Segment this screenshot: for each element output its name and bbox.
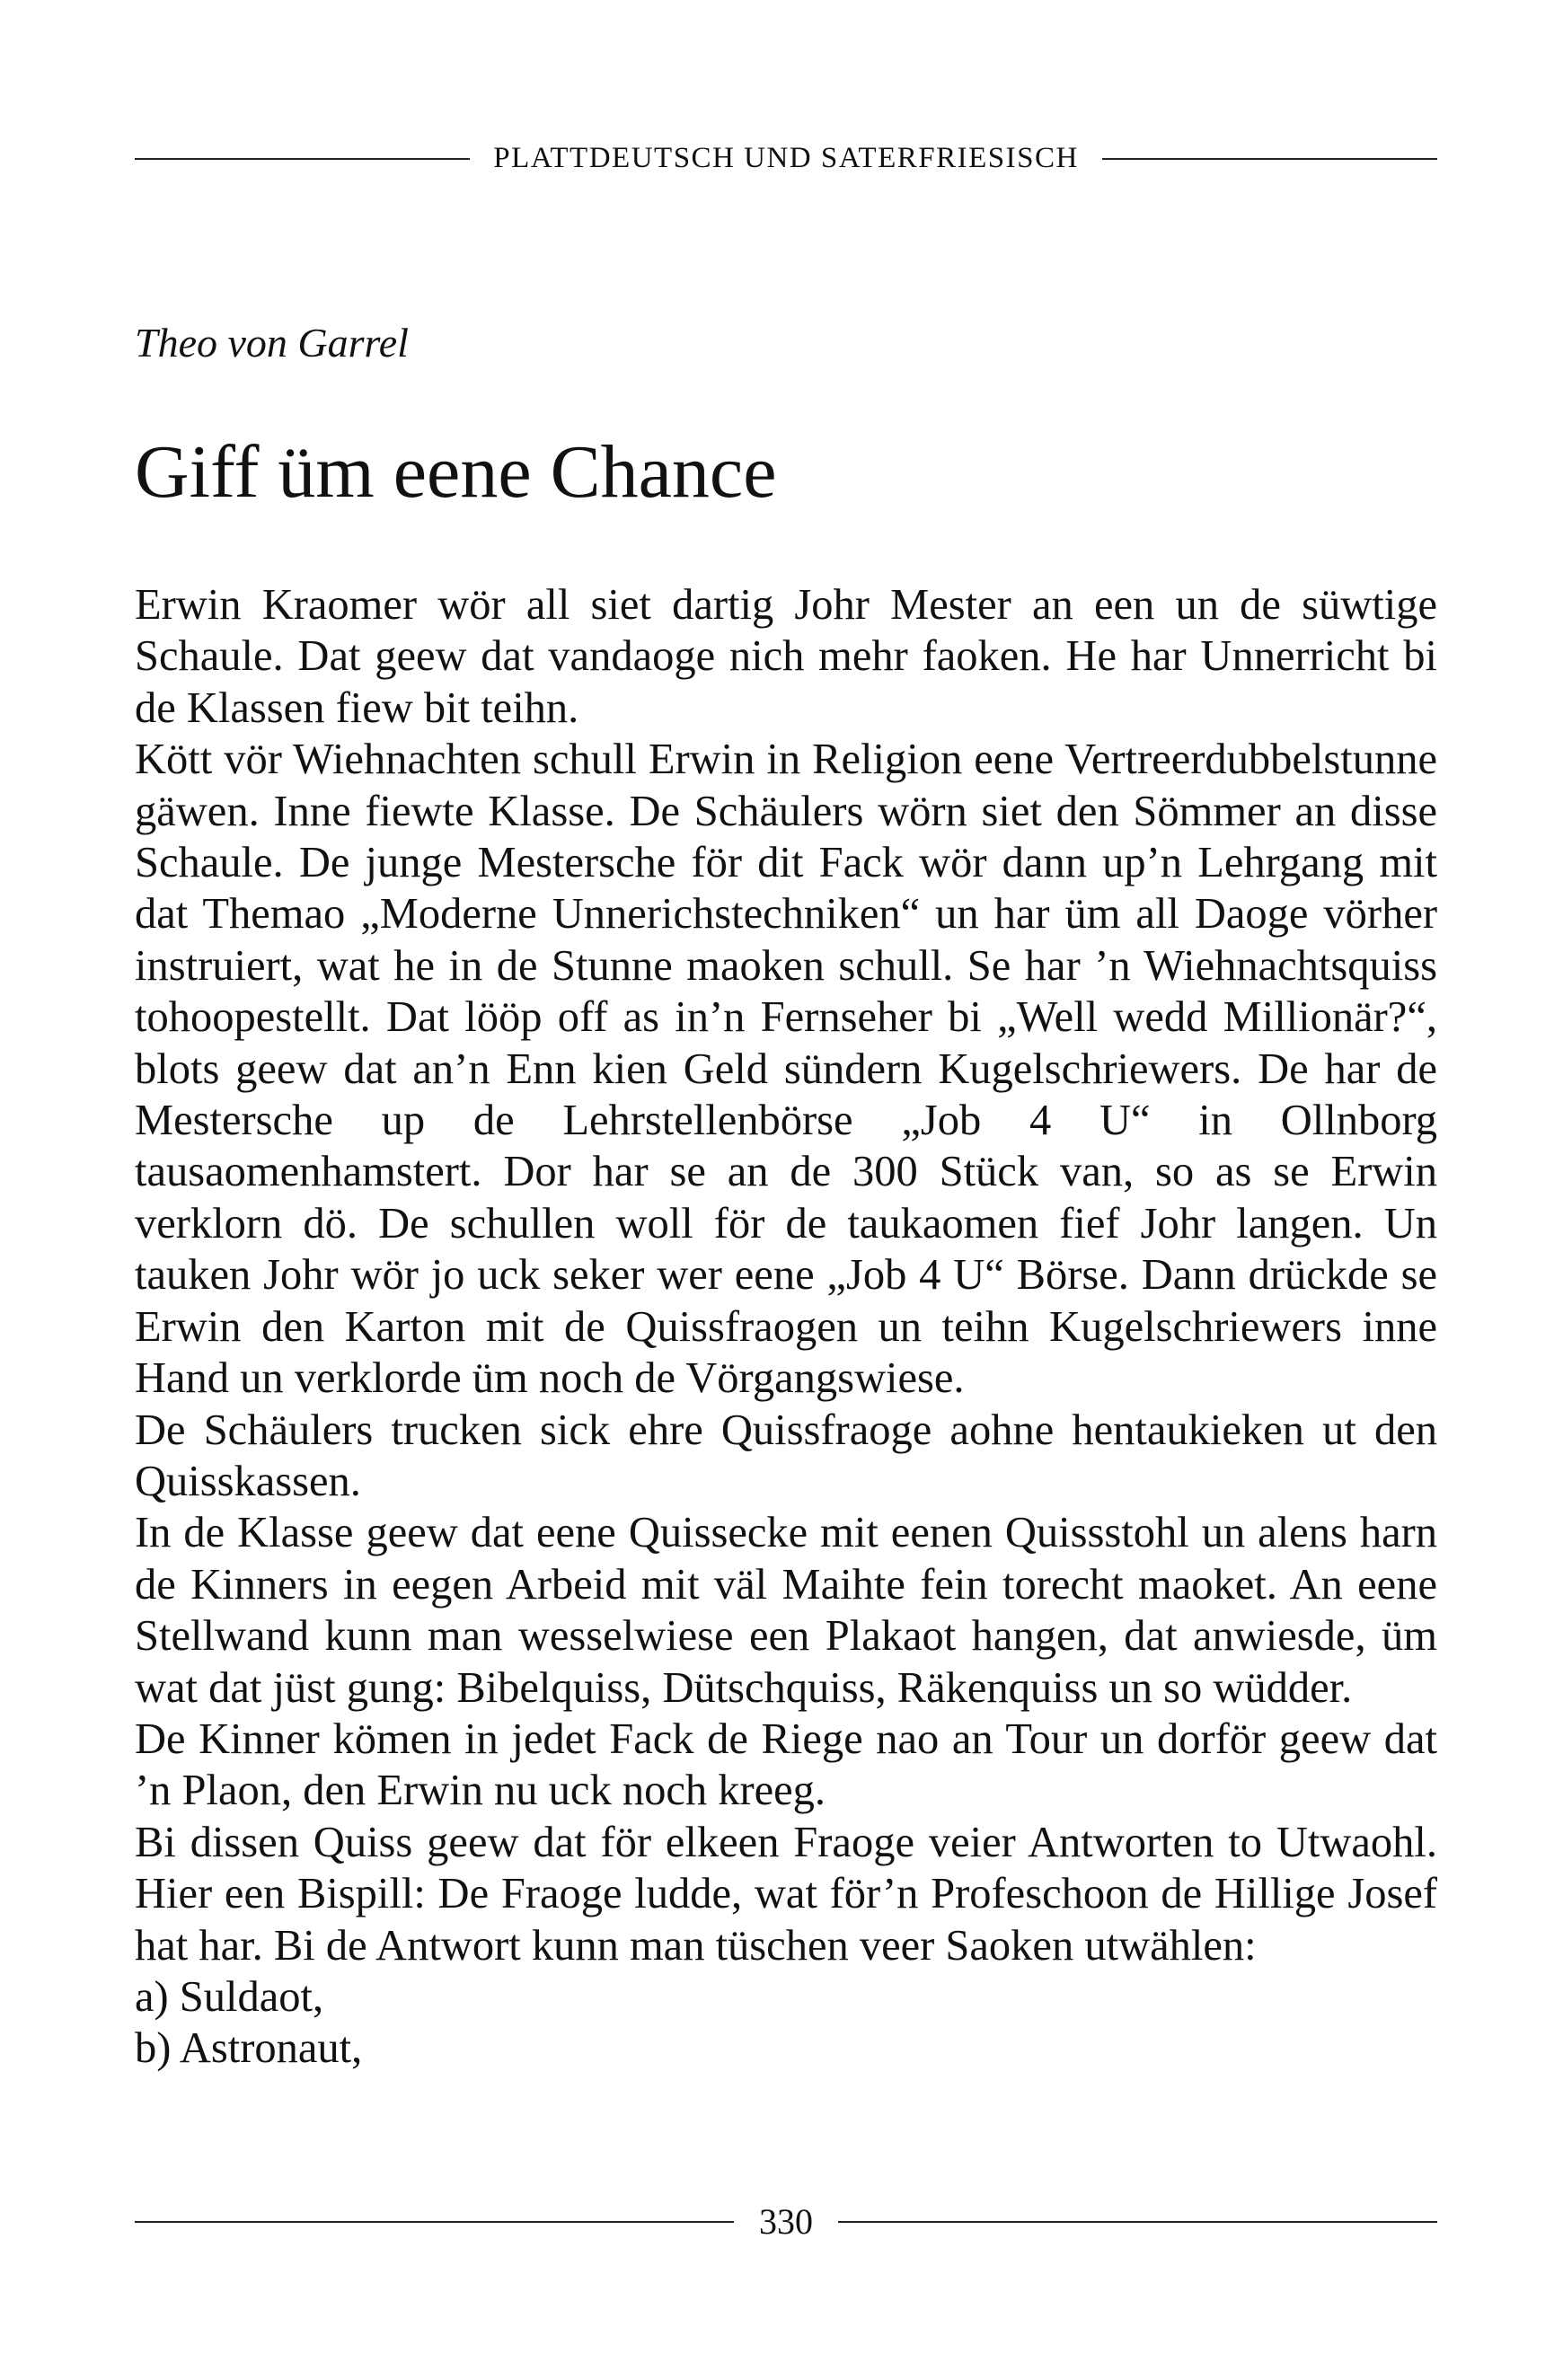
- header-rule-left: [135, 158, 470, 160]
- article-title: Giff üm eene Chance: [135, 430, 777, 514]
- list-item: b) Astronaut,: [135, 2024, 363, 2073]
- article-body: [135, 579, 1437, 2075]
- paragraph: Erwin Kraomer wör all siet dartig Johr Mester an een un de süwtige Schaule. Dat geew dat vandaoge nich mehr faoken. He har Unnerricht bi de Klassen fiew bit teihn.: [135, 581, 1437, 732]
- footer-rule-left: [135, 2221, 734, 2223]
- paragraph: Kött vör Wiehnachten schull Erwin in Religion eene Vertreerdubbelstunne gäwen. Inne fiewte Klasse. De Schäulers wörn siet den Sömmer an disse Schaule. De junge Mestersche för dit Fack wör dann up’n Lehrgang mit dat Themao „Moderne Unnerichstechniken“ un har üm all Daoge vörher instruiert, wat he in de Stunne maoken schull. Se har ’n Wiehnachtsquiss tohoopestellt. Dat lööp off as in’n Fernseher bi „Well wedd Millionär?“, blots geew dat an’n Enn kien Geld sündern Kugelschriewers. De har de Mestersche up de Lehrstellenbörse „Job 4 U“ in Ollnborg tausaomenhamstert. Dor har se an de 300 Stück van, so as se Erwin verklorn dö. De schullen woll för de taukaomen fief Johr langen. Un tauken Johr wör jo uck seker wer eene „Job 4 U“ Börse. Dann drückde se Erwin den Karton mit de Quissfraogen un teihn Kugelschriewers inne Hand un verklorde üm noch de Vörgangswiese.: [135, 736, 1437, 1403]
- paragraph: De Schäulers trucken sick ehre Quissfraoge aohne hentaukieken ut den Quisskassen.: [135, 1406, 1437, 1505]
- paragraph: Bi dissen Quiss geew dat för elkeen Fraoge veier Antworten to Utwaohl. Hier een Bispill: De Fraoge ludde, wat för’n Profeschoon de Hillige Josef hat har. Bi de Antwort kunn man tüschen veer Saoken utwählen:: [135, 1818, 1437, 1970]
- paragraph: De Kinner kömen in jedet Fack de Riege nao an Tour un dorför geew dat ’n Plaon, den Erwin nu uck noch kreeg.: [135, 1714, 1437, 1815]
- header-rule-right: [1102, 158, 1437, 160]
- document-page: [135, 0, 1437, 2380]
- footer-rule-right: [838, 2221, 1437, 2223]
- running-header: [135, 142, 1437, 175]
- running-title: PLATTDEUTSCH UND SATERFRIESISCH: [493, 142, 1079, 174]
- paragraph: In de Klasse geew dat eene Quissecke mit eenen Quissstohl un alens harn de Kinners in eegen Arbeid mit väl Maihte fein torecht maoket. An eene Stellwand kunn man wesselwiese een Plakaot hangen, dat anwiesde, üm wat dat jüst gung: Bibelquiss, Dütschquiss, Räkenquiss un so wüdder.: [135, 1509, 1437, 1712]
- list-item: a) Suldaot,: [135, 1972, 324, 2021]
- page-number: 330: [759, 2201, 813, 2242]
- page-footer: [135, 2200, 1437, 2243]
- author-name: Theo von Garrel: [135, 320, 409, 366]
